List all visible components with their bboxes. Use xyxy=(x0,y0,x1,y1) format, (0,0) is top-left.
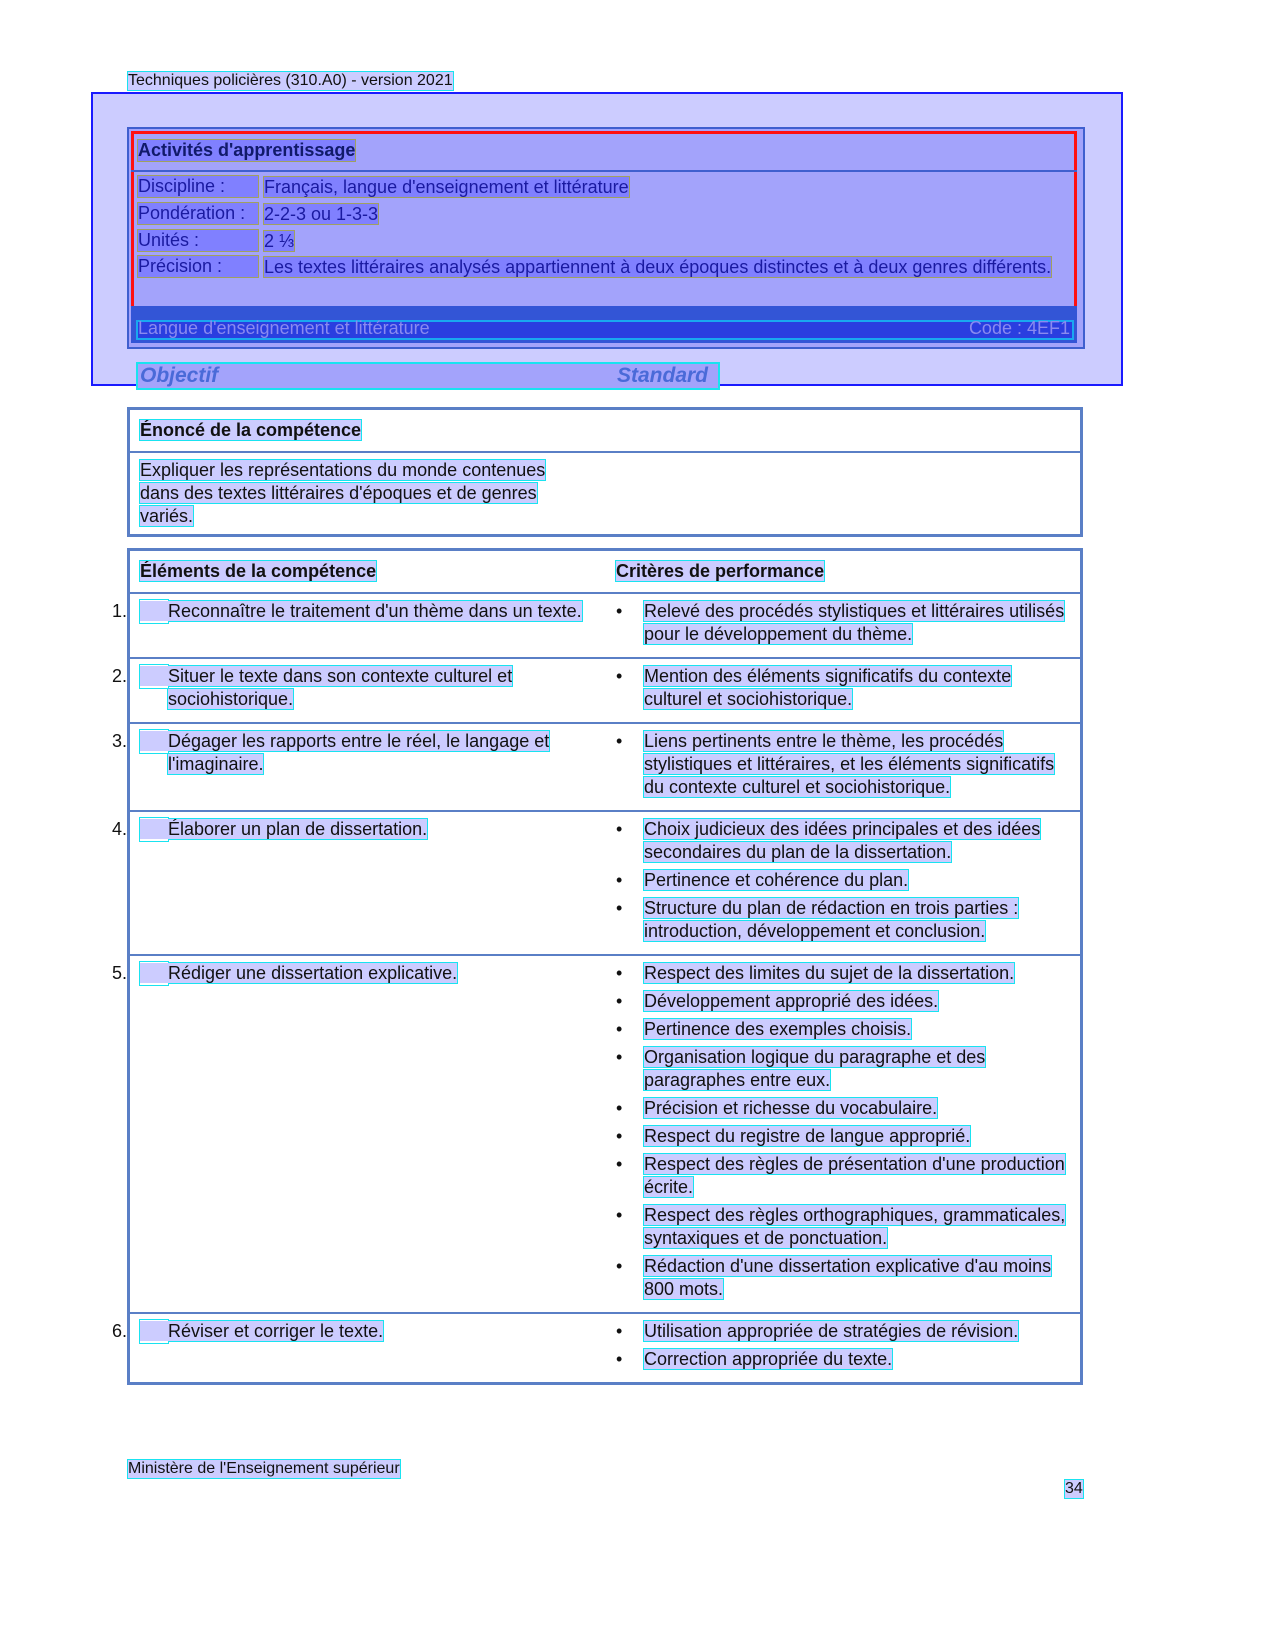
criterion-text: Liens pertinents entre le thème, les procédés stylistiques et littéraires, et les éléments significatifs du contexte culturel et sociohistorique. xyxy=(644,731,1055,797)
criterion-item xyxy=(616,1320,1070,1343)
criterion-item xyxy=(616,1153,1070,1199)
objective-heading: Objectif xyxy=(140,364,219,387)
element-text xyxy=(112,1321,384,1341)
competence-text: Expliquer les représentations du monde contenues dans des textes littéraires d'époques et de genres variés. xyxy=(140,460,546,526)
table-row xyxy=(129,658,1082,723)
criterion-text: Structure du plan de rédaction en trois parties : introduction, développement et conclusion. xyxy=(644,898,1019,941)
column-header: Éléments de la compétence xyxy=(140,561,377,581)
field-value: 2-2-3 ou 1-3-3 xyxy=(264,204,379,224)
criterion-item xyxy=(616,1046,1070,1092)
activities-title: Activités d'apprentissage xyxy=(138,140,356,160)
field-value: Les textes littéraires analysés appartiennent à deux époques distinctes et à deux genres différents. xyxy=(264,257,1052,277)
criterion-item xyxy=(616,665,1070,711)
element-number: 2. xyxy=(112,666,128,686)
element-text xyxy=(112,666,513,709)
criteria-list xyxy=(616,1320,1070,1371)
criterion-item xyxy=(616,962,1070,985)
criterion-text: Précision et richesse du vocabulaire. xyxy=(644,1098,938,1118)
element-text xyxy=(112,731,550,774)
element-label: Rédiger une dissertation explicative. xyxy=(168,963,458,983)
field-value: 2 ⅓ xyxy=(264,231,295,251)
element-text xyxy=(112,963,458,983)
standard-heading: Standard xyxy=(617,364,709,387)
divider xyxy=(131,170,1077,172)
criterion-item xyxy=(616,1204,1070,1250)
table-row xyxy=(129,1313,1082,1384)
criterion-item xyxy=(616,1018,1070,1041)
field-label: Précision : xyxy=(138,256,258,277)
criterion-text: Organisation logique du paragraphe et des paragraphes entre eux. xyxy=(644,1047,986,1090)
criterion-text: Développement approprié des idées. xyxy=(644,991,939,1011)
element-text xyxy=(112,601,582,621)
competence-title: Énoncé de la compétence xyxy=(140,420,362,440)
criterion-text: Relevé des procédés stylistiques et littéraires utilisés pour le développement du thème. xyxy=(644,601,1065,644)
field-label: Unités : xyxy=(138,230,258,251)
criterion-item xyxy=(616,730,1070,799)
element-number: 3. xyxy=(112,731,128,751)
elements-table xyxy=(112,548,1083,1385)
page-number: 34 xyxy=(1065,1480,1083,1497)
criterion-item xyxy=(616,818,1070,864)
element-label: Reconnaître le traitement d'un thème dans un texte. xyxy=(168,601,582,621)
criterion-text: Respect des limites du sujet de la dissertation. xyxy=(644,963,1015,983)
criteria-list xyxy=(616,600,1070,646)
criteria-list xyxy=(616,818,1070,943)
element-label: Situer le texte dans son contexte culturel et sociohistorique. xyxy=(168,666,513,709)
criterion-item xyxy=(616,1255,1070,1301)
criterion-text: Utilisation appropriée de stratégies de révision. xyxy=(644,1321,1019,1341)
criterion-text: Correction appropriée du texte. xyxy=(644,1349,893,1369)
criterion-item xyxy=(616,1097,1070,1120)
element-number: 4. xyxy=(112,819,128,839)
field-label: Pondération : xyxy=(138,203,258,224)
element-number: 6. xyxy=(112,1321,128,1341)
criteria-list xyxy=(616,962,1070,1301)
competence-table xyxy=(127,407,1083,537)
course-code: Code : 4EF1 xyxy=(968,318,1070,338)
criterion-text: Mention des éléments significatifs du contexte culturel et sociohistorique. xyxy=(644,666,1012,709)
course-name: Langue d'enseignement et littérature xyxy=(138,318,430,338)
element-label: Dégager les rapports entre le réel, le langage et l'imaginaire. xyxy=(168,731,550,774)
criterion-item xyxy=(616,990,1070,1013)
element-label: Réviser et corriger le texte. xyxy=(168,1321,384,1341)
criteria-list xyxy=(616,665,1070,711)
criterion-item xyxy=(616,869,1070,892)
criterion-text: Respect du registre de langue approprié. xyxy=(644,1126,971,1146)
element-number: 1. xyxy=(112,601,128,621)
table-row xyxy=(129,811,1082,955)
criterion-text: Choix judicieux des idées principales et des idées secondaires du plan de la dissertation. xyxy=(644,819,1041,862)
element-number: 5. xyxy=(112,963,128,983)
table-row xyxy=(129,955,1082,1313)
criterion-text: Rédaction d'une dissertation explicative d'au moins 800 mots. xyxy=(644,1256,1052,1299)
criterion-text: Respect des règles de présentation d'une production écrite. xyxy=(644,1154,1065,1197)
criterion-item xyxy=(616,897,1070,943)
element-text xyxy=(112,819,428,839)
table-row xyxy=(129,593,1082,658)
criterion-text: Pertinence et cohérence du plan. xyxy=(644,870,909,890)
footer-text: Ministère de l'Enseignement supérieur xyxy=(128,1460,400,1477)
criteria-list xyxy=(616,730,1070,799)
field-label: Discipline : xyxy=(138,176,258,197)
element-label: Élaborer un plan de dissertation. xyxy=(168,819,428,839)
criterion-item xyxy=(616,1348,1070,1371)
table-row xyxy=(129,723,1082,811)
criterion-text: Pertinence des exemples choisis. xyxy=(644,1019,912,1039)
criterion-item xyxy=(616,1125,1070,1148)
field-value: Français, langue d'enseignement et littérature xyxy=(264,177,629,197)
criterion-item xyxy=(616,600,1070,646)
column-header: Critères de performance xyxy=(616,561,825,581)
criterion-text: Respect des règles orthographiques, grammaticales, syntaxiques et de ponctuation. xyxy=(644,1205,1066,1248)
running-header: Techniques policières (310.A0) - version 2021 xyxy=(128,72,453,89)
